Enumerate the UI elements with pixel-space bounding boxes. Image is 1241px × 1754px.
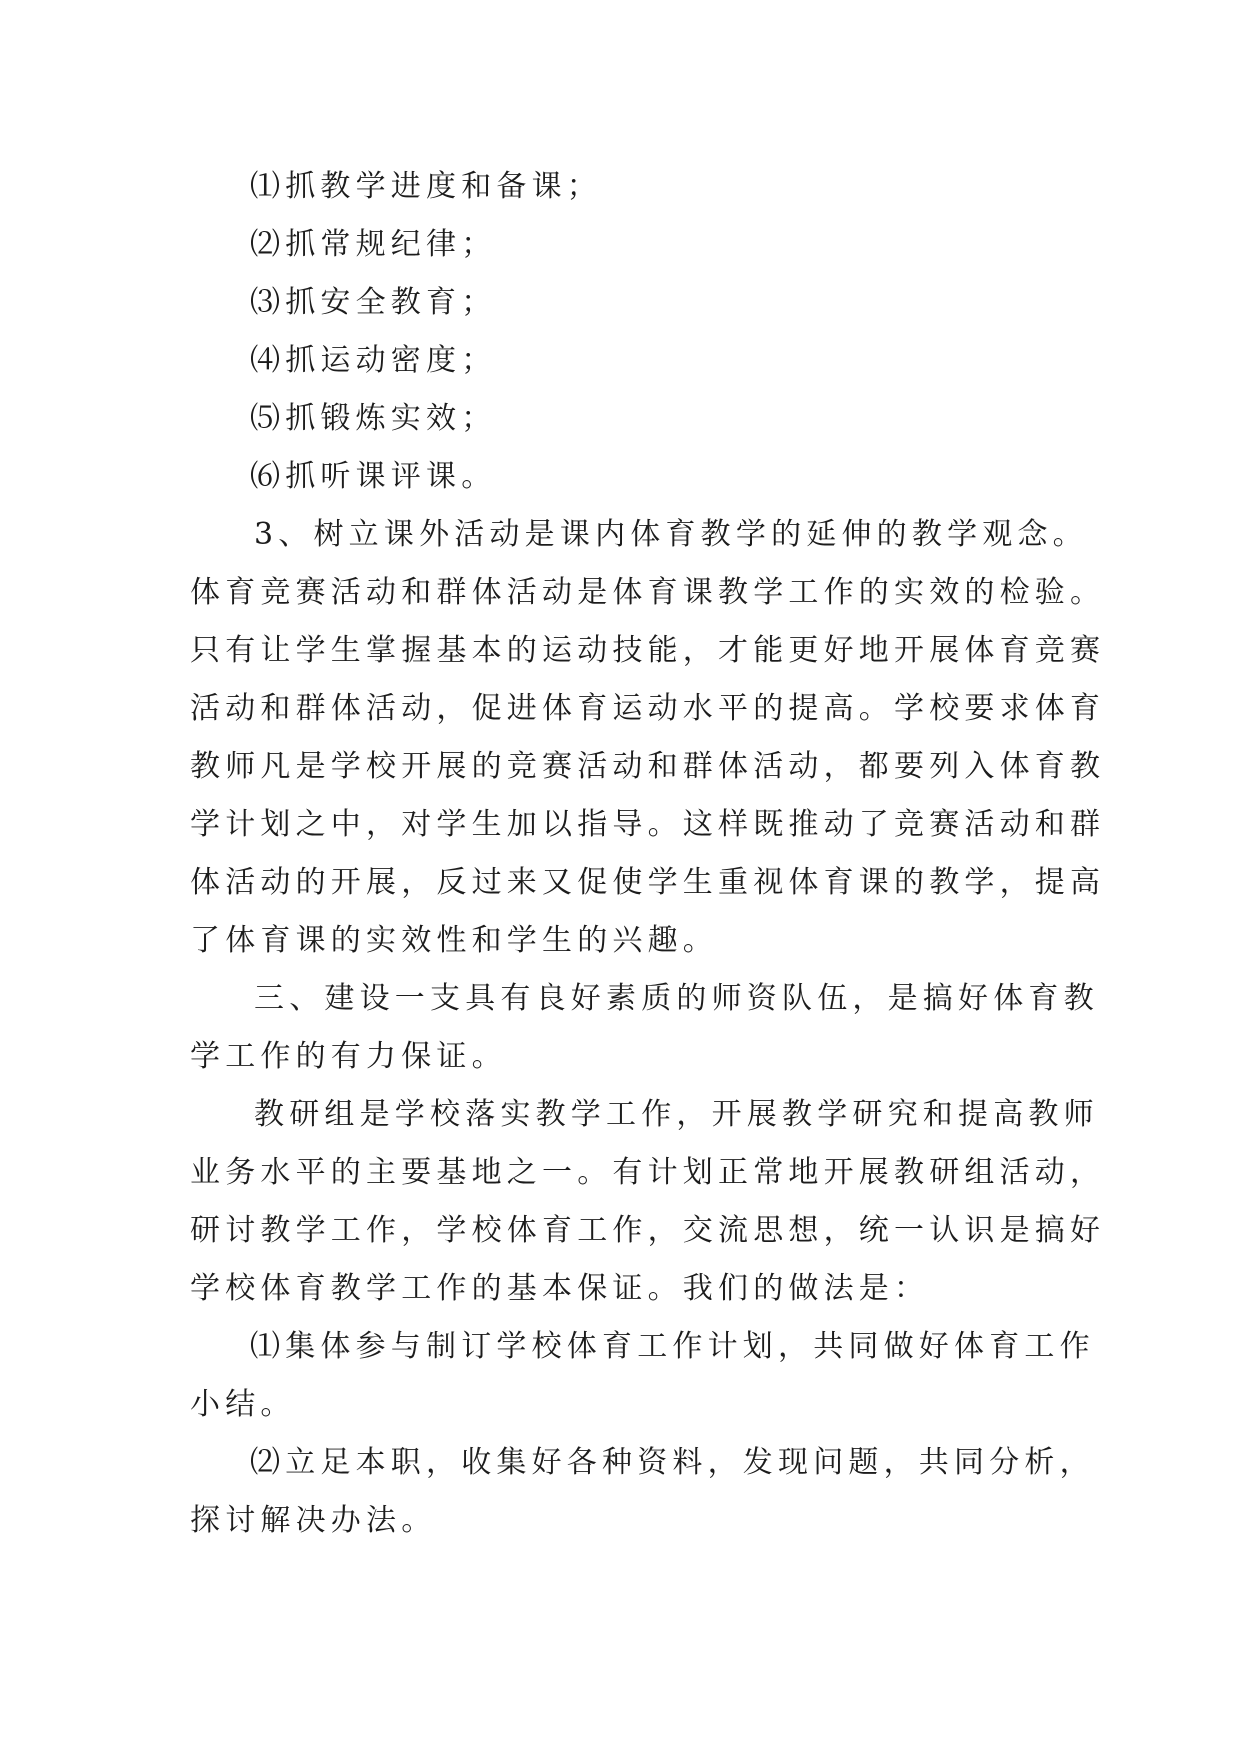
document-body (190, 158, 1106, 1550)
section-heading-line: 学工作的有力保证。 (190, 1039, 507, 1074)
paragraph-3-line: 教师凡是学校开展的竞赛活动和群体活动，都要列入体育教 (190, 749, 1106, 784)
paragraph-research-line: 学校体育教学工作的基本保证。我们的做法是： (190, 1271, 930, 1306)
paragraph-research-line: 研讨教学工作，学校体育工作，交流思想，统一认识是搞好 (190, 1213, 1106, 1248)
list-item-b2-line: 探讨解决办法。 (190, 1503, 437, 1538)
list-item: ⑴抓教学进度和备课； (250, 169, 602, 204)
paragraph-3-line: 学计划之中，对学生加以指导。这样既推动了竞赛活动和群 (190, 807, 1106, 842)
list-item: ⑷抓运动密度； (250, 343, 497, 378)
list-item: ⑸抓锻炼实效； (250, 401, 497, 436)
paragraph-3-line: 了体育课的实效性和学生的兴趣。 (190, 923, 718, 958)
paragraph-3-line: 体育竞赛活动和群体活动是体育课教学工作的实效的检验。 (190, 575, 1106, 610)
paragraph-3-line: 活动和群体活动，促进体育运动水平的提高。学校要求体育 (190, 691, 1106, 726)
paragraph-3-line: 3、树立课外活动是课内体育教学的延伸的教学观念。 (254, 517, 1088, 552)
list-item: ⑹抓听课评课。 (250, 459, 497, 494)
section-heading-line: 三、建设一支具有良好素质的师资队伍，是搞好体育教 (254, 981, 1099, 1016)
list-item-b2-line: ⑵立足本职，收集好各种资料，发现问题，共同分析， (250, 1445, 1095, 1480)
list-item-b1-line: 小结。 (190, 1387, 296, 1422)
list-item: ⑶抓安全教育； (250, 285, 497, 320)
list-item-b1-line: ⑴集体参与制订学校体育工作计划，共同做好体育工作 (250, 1329, 1095, 1364)
paragraph-3-line: 体活动的开展，反过来又促使学生重视体育课的教学，提高 (190, 865, 1106, 900)
paragraph-3-line: 只有让学生掌握基本的运动技能，才能更好地开展体育竞赛 (190, 633, 1106, 668)
paragraph-research-line: 业务水平的主要基地之一。有计划正常地开展教研组活动， (190, 1155, 1106, 1190)
list-item: ⑵抓常规纪律； (250, 227, 497, 262)
paragraph-research-line: 教研组是学校落实教学工作，开展教学研究和提高教师 (254, 1097, 1099, 1132)
